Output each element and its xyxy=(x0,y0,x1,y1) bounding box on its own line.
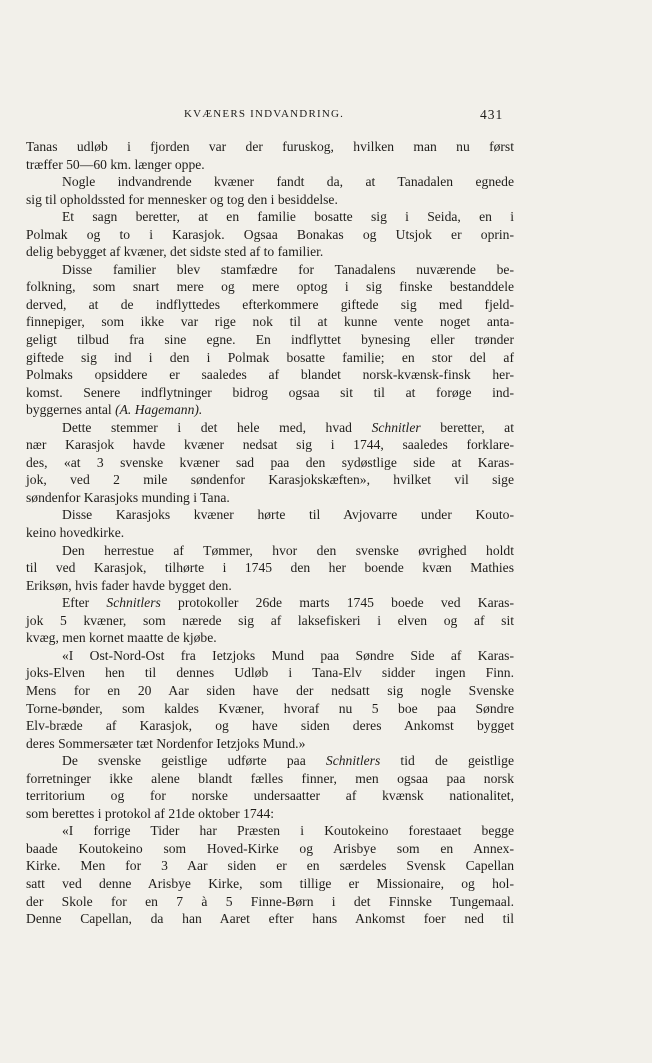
text-line: nær Karasjok havde kvæner nedsat sig i 1744, saaledes forklare- xyxy=(26,437,514,453)
text-line: Eriksøn, hvis fader havde bygget den. xyxy=(26,577,232,593)
text-line: «I Ost-Nord-Ost fra Ietzjoks Mund paa Søndre Side af Karas- xyxy=(62,647,514,663)
text-line: til ved Karasjok, tilhørte i 1745 den her boende kvæn Mathies xyxy=(26,560,514,576)
text-line: træffer 50—60 km. længer oppe. xyxy=(26,156,205,172)
text-line: joks-Elven hen til dennes Udløb i Tana-Elv sidder ingen Finn. xyxy=(26,665,514,681)
text-line xyxy=(26,401,514,419)
text-line: Disse familier blev stamfædre for Tanadalens nuværende be- xyxy=(62,261,514,277)
text-line: Et sagn beretter, at en familie bosatte sig i Seida, en i xyxy=(62,209,514,225)
text-span: protokoller 26de marts 1745 boede ved Karas- xyxy=(160,595,514,611)
body-text xyxy=(26,138,514,928)
page-number: 431 xyxy=(480,107,504,122)
text-span: De svenske geistlige udførte paa xyxy=(62,753,326,769)
text-span: tid de geistlige xyxy=(380,753,514,769)
text-line: finnepiger, som ikke var rige nok til at kunne vente noget anta- xyxy=(26,314,514,330)
italic-span: Schnitler xyxy=(371,419,421,435)
text-line: Elv-bræde af Karasjok, og have siden deres Ankomst bygget xyxy=(26,718,514,734)
text-line: satt ved denne Arisbye Kirke, som tillige er Missionaire, og hol- xyxy=(26,875,514,891)
page-header xyxy=(0,108,652,124)
text-line: Disse Karasjoks kvæner hørte til Avjovarre under Kouto- xyxy=(62,507,514,523)
text-line xyxy=(26,752,514,770)
text-line: forretninger ikke alene blandt fælles finner, men ogsaa paa norsk xyxy=(26,770,514,786)
text-line: som berettes i protokol af 21de oktober 1744: xyxy=(26,805,275,821)
text-line: der Skole for en 7 à 5 Finne-Børn i det Finnske Tungemaal. xyxy=(26,893,514,909)
text-line: jok, ved 2 mile søndenfor Karasjokskæften», hvilket vil sige xyxy=(26,472,514,488)
running-title: KVÆNERS INDVANDRING. xyxy=(184,108,345,120)
text-line: Polmak og to i Karasjok. Ogsaa Bonakas og Utsjok er oprin- xyxy=(26,226,514,242)
text-line: delig bebygget af kvæner, det sidste sted af to familier. xyxy=(26,244,324,260)
text-span: beretter, at xyxy=(420,419,514,435)
text-line xyxy=(26,594,514,612)
text-line: geligt tilbud fra sine egne. En indflyttet bynesing eller trønder xyxy=(26,332,514,348)
text-line: Torne-bønder, som kaldes Kvæner, hvoraf nu 5 boe paa Søndre xyxy=(26,700,514,716)
italic-span: Schnitlers xyxy=(325,753,381,769)
text-line: baade Koutokeino som Hoved-Kirke og Arisbye som en Annex- xyxy=(26,840,514,856)
italic-span: (A. Hagemann). xyxy=(115,402,203,418)
text-line: Polmaks opsiddere er saaledes af blandet norsk-kvænsk-finsk her- xyxy=(26,367,514,383)
text-line xyxy=(26,419,514,437)
text-line: «I forrige Tider har Præsten i Koutokeino forestaaet begge xyxy=(62,823,514,839)
text-line: giftede sig ind i den i Polmak bosatte familie; en stor del af xyxy=(26,349,514,365)
text-line: sig til opholdssted for mennesker og tog den i besiddelse. xyxy=(26,191,338,207)
text-line: keino hovedkirke. xyxy=(26,525,125,541)
text-line: Nogle indvandrende kvæner fandt da, at Tanadalen egnede xyxy=(62,174,514,190)
text-line: folkning, som snart mere og mere optog i sig finske bestanddele xyxy=(26,279,514,295)
text-span: byggernes antal xyxy=(26,402,116,418)
text-span: Dette stemmer i det hele med, hvad xyxy=(62,419,372,435)
text-line: Denne Capellan, da han Aaret efter hans Ankomst foer ned til xyxy=(26,911,514,927)
text-line: Kirke. Men for 3 Aar siden er en særdeles Svensk Capellan xyxy=(26,858,514,874)
text-line: derved, at de indflyttedes efterkommere giftede sig med fjeld- xyxy=(26,296,514,312)
text-line: komst. Senere indflytninger bidrog ogsaa sit til at forøge ind- xyxy=(26,384,514,400)
text-line: Tanas udløb i fjorden var der furuskog, hvilken man nu først xyxy=(26,139,514,154)
text-span: Efter xyxy=(62,595,107,611)
text-line: deres Sommersæter tæt Nordenfor Ietzjoks Mund.» xyxy=(26,735,306,751)
text-line: jok 5 kvæner, som nærede sig af laksefiskeri i elven og af sit xyxy=(26,612,514,628)
italic-span: Schnitlers xyxy=(106,595,161,611)
text-line: Mens for en 20 Aar siden have der nedsatt sig nogle Svenske xyxy=(26,682,514,698)
text-line: kvæg, men kornet maatte de kjøbe. xyxy=(26,630,217,646)
text-line: territorium og for norske undersaatter af kvænsk nationalitet, xyxy=(26,788,514,804)
text-line: søndenfor Karasjoks munding i Tana. xyxy=(26,489,230,505)
text-line: des, «at 3 svenske kvæner sad paa den sydøstlige side at Karas- xyxy=(26,454,514,470)
text-line: Den herrestue af Tømmer, hvor den svenske øvrighed holdt xyxy=(62,542,514,558)
